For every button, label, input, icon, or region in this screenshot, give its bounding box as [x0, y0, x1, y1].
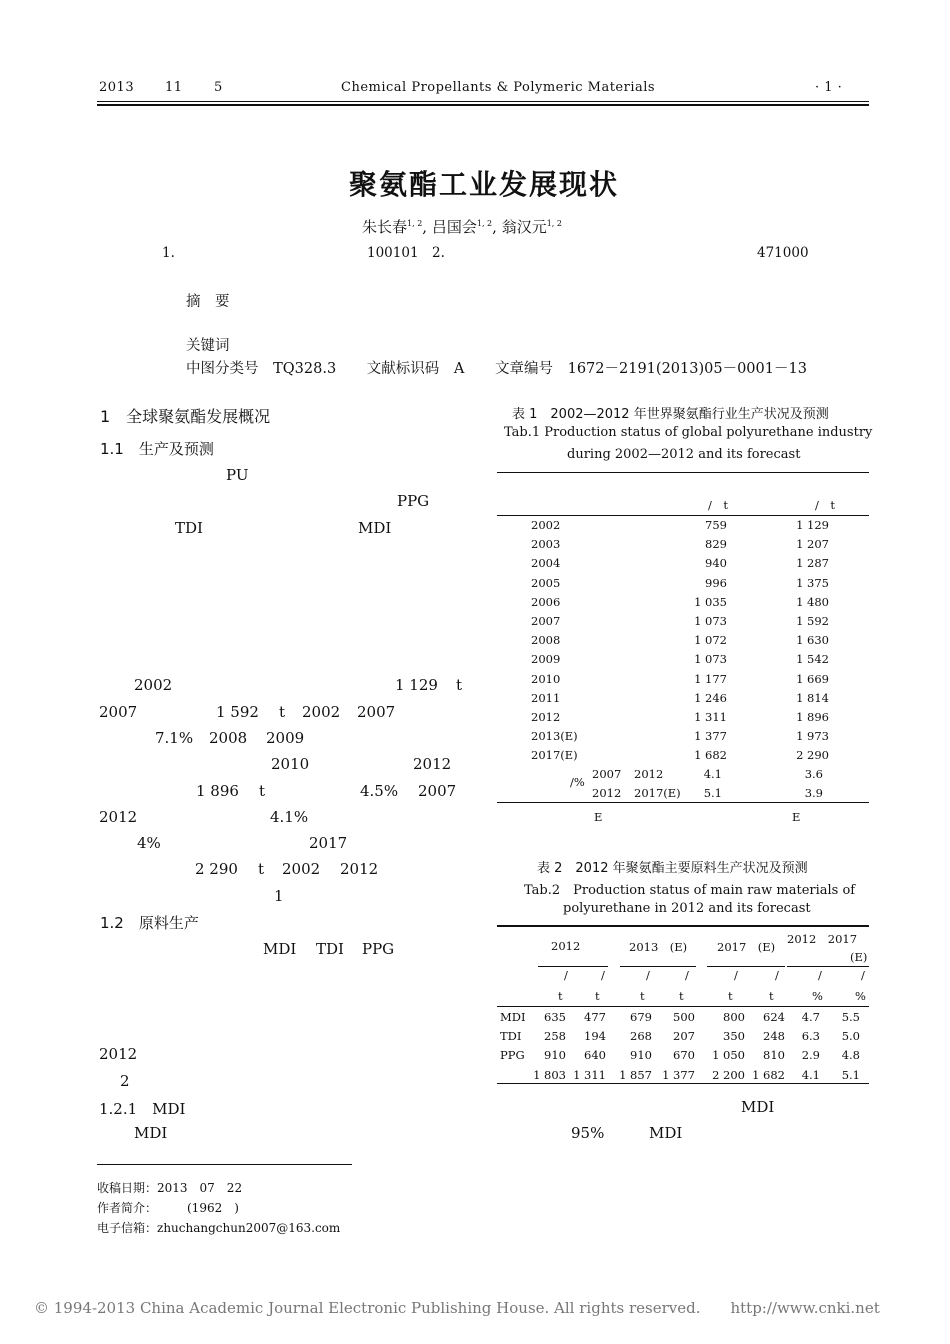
table-1-value-cell: 1 542 — [796, 652, 829, 667]
body-fragment: MDI — [134, 1124, 168, 1142]
table-2-top-rule — [497, 925, 869, 927]
table-2-value-cell: 635 — [544, 1010, 566, 1024]
body-fragment: 2010 — [271, 755, 310, 773]
footnote-author: 作者简介： (1962 ) — [97, 1201, 239, 1215]
table-2-group-2017: 2017 (E) — [717, 940, 776, 954]
table-1-unit-2: / t — [815, 498, 835, 512]
body-fragment: 1 592 — [216, 703, 259, 721]
author-affil: 1, 2 — [546, 219, 562, 228]
body-fragment: 2008 — [209, 729, 248, 747]
body-fragment: t — [259, 782, 266, 800]
body-fragment: 4% — [137, 834, 161, 852]
body-fragment: 2 290 — [195, 860, 238, 878]
table-2-slash: / — [646, 968, 650, 982]
body-fragment: 2007 — [418, 782, 457, 800]
table-2-value-cell: 1 050 — [712, 1048, 745, 1063]
table-2-value-cell: 6.3 — [801, 1029, 820, 1044]
table-1-year-cell: 2013(E) — [531, 729, 578, 744]
section-1-2-1-heading: 1.2.1 MDI — [99, 1100, 186, 1118]
table-1-growth-cell: 2012 — [634, 767, 664, 781]
table-1-value-cell: 759 — [705, 518, 727, 532]
table-2-value-cell: 268 — [630, 1029, 652, 1044]
table-2-caption-en-2: polyurethane in 2012 and its forecast — [563, 901, 811, 916]
table-1-growth-cell: 2017(E) — [634, 786, 681, 800]
article-no-label: 文章编号 — [495, 361, 553, 377]
table-1-value-cell: 1 973 — [796, 729, 829, 744]
table-1-value-cell: 996 — [705, 575, 727, 590]
body-fragment: PPG — [397, 492, 430, 510]
table-2-value-cell: 1 311 — [573, 1067, 606, 1082]
table-1-value-cell: 1 480 — [796, 594, 829, 609]
abstract-label: 摘 要 — [186, 294, 230, 310]
table-1-value-cell: 1 375 — [796, 575, 829, 590]
table-2-slash: / — [818, 968, 822, 982]
body-fragment: 2002 — [302, 703, 341, 721]
body-fragment: MDI — [649, 1124, 683, 1142]
body-fragment: 2002 — [282, 860, 321, 878]
table-1-year-cell: 2011 — [531, 690, 561, 705]
table-2-value-cell: 2 200 — [712, 1067, 745, 1082]
table-2-value-cell: 4.1 — [801, 1067, 820, 1082]
table-1-value-cell: 1 035 — [694, 594, 727, 609]
header-rule-bottom — [97, 104, 869, 106]
body-fragment: 2012 — [99, 1045, 138, 1063]
footnote-rule — [97, 1164, 352, 1165]
affiliation-2: 2. — [432, 245, 445, 261]
header-year: 2013 — [99, 80, 135, 95]
table-1-year-cell: 2006 — [531, 594, 561, 609]
table-1-year-cell: 2012 — [531, 710, 561, 724]
table-2-bottom-rule — [497, 1083, 869, 1084]
author-affil: 1, 2 — [476, 219, 493, 228]
table-1-caption-en-2: during 2002—2012 and its forecast — [567, 447, 801, 462]
body-fragment: 2012 — [340, 860, 379, 878]
body-fragment: PPG — [362, 940, 395, 958]
table-2-value-cell: 4.8 — [841, 1048, 860, 1063]
table-1-value-cell: 829 — [705, 537, 727, 552]
table-2-material-cell: MDI — [500, 1010, 526, 1024]
header-rule-top — [97, 101, 869, 102]
clc-label: 中图分类号 — [186, 361, 259, 377]
table-1-growth-cell: 3.6 — [804, 767, 823, 781]
table-2-value-cell: 194 — [584, 1029, 606, 1044]
body-fragment: MDI — [263, 940, 297, 958]
table-1-value-cell: 1 287 — [796, 556, 829, 571]
section-1-1-heading: 1.1 生产及预测 — [100, 440, 214, 458]
table-2-group-rule — [707, 966, 785, 967]
keywords-label: 关键词 — [186, 338, 230, 354]
table-2-unit: t — [640, 989, 645, 1003]
table-2-material-cell: TDI — [500, 1029, 522, 1044]
table-1-growth-cell: 2007 — [592, 767, 622, 781]
table-1-unit-1: / t — [708, 498, 728, 512]
table-1-value-cell: 1 377 — [694, 729, 727, 744]
table-2-value-cell: 207 — [673, 1029, 695, 1044]
table-2-value-cell: 679 — [630, 1010, 652, 1024]
table-2-group-growth-e: (E) — [850, 950, 868, 964]
table-1-year-cell: 2005 — [531, 575, 561, 590]
table-1-value-cell: 1 246 — [694, 690, 727, 705]
body-fragment: 1 896 — [196, 782, 239, 800]
table-1-caption-en-1: Tab.1 Production status of global polyurethane industry — [504, 425, 873, 440]
header-issue: 5 — [214, 80, 223, 95]
table-1-header-rule — [497, 515, 869, 516]
table-1-value-cell: 1 207 — [796, 537, 829, 552]
table-2-unit: t — [558, 989, 563, 1003]
table-2-value-cell: 350 — [723, 1029, 745, 1044]
section-1-2-heading: 1.2 原料生产 — [100, 914, 199, 932]
header-volume: 11 — [165, 80, 183, 95]
table-2-value-cell: 810 — [763, 1048, 785, 1063]
table-2-group-growth: 2012 2017 — [787, 932, 858, 946]
table-2-unit: % — [812, 989, 823, 1003]
table-2-material-cell: PPG — [500, 1048, 525, 1063]
table-1-value-cell: 1 669 — [796, 671, 829, 686]
body-fragment: 2007 — [99, 703, 138, 721]
table-2-group-rule — [620, 966, 696, 967]
table-2-value-cell: 624 — [763, 1010, 785, 1024]
body-fragment: 1 129 — [395, 676, 438, 694]
copyright-notice: © 1994-2013 China Academic Journal Electronic Publishing House. All rights reserved. http://www.cnki.net — [34, 1299, 880, 1317]
body-fragment: 2012 — [99, 808, 138, 826]
table-2-value-cell: 1 377 — [662, 1067, 695, 1082]
table-2-value-cell: 1 857 — [619, 1067, 652, 1082]
table-1-year-cell: 2009 — [531, 652, 561, 667]
table-1-value-cell: 1 073 — [694, 614, 727, 628]
table-2-value-cell: 800 — [723, 1010, 745, 1024]
body-fragment: t — [456, 676, 463, 694]
body-fragment: MDI — [358, 519, 392, 537]
doc-code-label: 文献标识码 — [366, 361, 440, 377]
table-1-note-2: E — [792, 810, 801, 824]
table-2-unit: t — [769, 989, 774, 1003]
body-fragment: 4.1% — [270, 808, 309, 826]
body-fragment: 2002 — [134, 676, 173, 694]
table-1-year-cell: 2010 — [531, 671, 561, 686]
clc-value: TQ328.3 — [273, 361, 337, 377]
table-2-header-rule — [497, 1006, 869, 1007]
doc-code-value: A — [453, 361, 465, 377]
table-2-slash: / — [861, 968, 865, 982]
table-2-group-rule — [538, 966, 608, 967]
table-1-value-cell: 1 073 — [694, 652, 727, 667]
author-name: 朱长春 — [362, 218, 408, 236]
table-1-note-1: E — [594, 810, 603, 824]
table-2-value-cell: 4.7 — [801, 1010, 820, 1024]
table-2-value-cell: 5.5 — [841, 1010, 860, 1024]
table-2-value-cell: 640 — [584, 1048, 606, 1063]
table-1-growth-label: /% — [570, 775, 585, 789]
table-1-year-cell: 2008 — [531, 633, 561, 648]
body-fragment: TDI — [316, 940, 344, 958]
body-fragment: 2 — [120, 1072, 130, 1090]
table-2-value-cell: 910 — [544, 1048, 566, 1063]
table-1-value-cell: 1 630 — [796, 633, 829, 648]
header-page: · 1 · — [815, 80, 843, 95]
table-1-year-cell: 2004 — [531, 556, 561, 571]
table-1-value-cell: 1 072 — [694, 633, 727, 648]
table-2-value-cell: 5.1 — [841, 1067, 860, 1082]
footnote-received: 收稿日期：2013 07 22 — [97, 1181, 243, 1195]
article-title: 聚氨酯工业发展现状 — [349, 168, 620, 201]
body-fragment: PU — [226, 466, 249, 484]
table-2-value-cell: 500 — [673, 1010, 695, 1024]
table-2-value-cell: 2.9 — [801, 1048, 820, 1063]
body-fragment: 95% — [571, 1124, 605, 1142]
table-1-value-cell: 1 592 — [796, 614, 829, 628]
article-no-value: 1672－2191(2013)05－0001－13 — [567, 361, 807, 377]
author-name: 吕国会 — [431, 218, 477, 236]
classification-line — [186, 357, 807, 378]
table-2-value-cell: 1 803 — [533, 1067, 566, 1082]
table-2-value-cell: 1 682 — [752, 1067, 785, 1082]
table-1-top-rule — [497, 472, 869, 473]
table-1-caption-zh: 表 1 2002—2012 年世界聚氨酯行业生产状况及预测 — [512, 407, 829, 422]
authors: 朱长春$^{1, 2}$, 吕国会$^{1, 2}$, 翁汉元$^{1, 2}$ — [362, 218, 562, 236]
table-1-year-cell: 2002 — [531, 518, 561, 532]
table-2-slash: / — [601, 968, 605, 982]
table-1-value-cell: 1 682 — [694, 748, 727, 763]
table-2-unit: t — [728, 989, 733, 1003]
table-2-group-2013: 2013 (E) — [629, 940, 688, 954]
table-1-bottom-rule — [497, 802, 869, 803]
table-2-group-2012: 2012 — [551, 939, 581, 953]
table-2-value-cell: 5.0 — [841, 1029, 860, 1044]
table-1-year-cell: 2017(E) — [531, 748, 578, 763]
table-1-value-cell: 1 177 — [694, 671, 727, 686]
table-1-value-cell: 940 — [705, 556, 727, 571]
body-fragment: 7.1% — [155, 729, 194, 747]
table-2-unit: t — [595, 989, 600, 1003]
affiliation-1: 1. — [162, 245, 175, 261]
table-2-value-cell: 248 — [763, 1029, 785, 1044]
body-fragment: 2012 — [413, 755, 452, 773]
section-1-heading: 1 全球聚氨酯发展概况 — [100, 407, 271, 426]
table-1-growth-cell: 3.9 — [804, 786, 823, 800]
table-1-growth-cell: 2012 — [592, 786, 622, 800]
body-fragment: MDI — [741, 1098, 775, 1116]
table-2-slash: / — [564, 968, 568, 982]
affiliation-zip-2: 471000 — [757, 245, 809, 261]
table-1-value-cell: 1 311 — [694, 710, 727, 724]
table-2-value-cell: 910 — [630, 1048, 652, 1063]
body-fragment: 2007 — [357, 703, 396, 721]
header-journal: Chemical Propellants & Polymeric Materials — [341, 80, 656, 95]
body-fragment: t — [279, 703, 286, 721]
table-1-value-cell: 1 896 — [796, 710, 829, 724]
table-1-year-cell: 2003 — [531, 537, 561, 552]
table-1-value-cell: 2 290 — [796, 748, 829, 763]
body-fragment: 1 — [274, 887, 284, 905]
table-1-growth-cell: 4.1 — [703, 767, 722, 781]
table-1-value-cell: 1 129 — [796, 518, 829, 532]
table-1-value-cell: 1 814 — [796, 690, 829, 705]
body-fragment: 4.5% — [360, 782, 399, 800]
table-2-unit: t — [679, 989, 684, 1003]
body-fragment: TDI — [175, 519, 203, 537]
table-1-growth-cell: 5.1 — [703, 786, 722, 800]
table-2-caption-zh: 表 2 2012 年聚氨酯主要原料生产状况及预测 — [537, 861, 808, 876]
table-2-value-cell: 477 — [584, 1010, 606, 1024]
table-2-slash: / — [685, 968, 689, 982]
body-fragment: t — [258, 860, 265, 878]
table-2-caption-en-1: Tab.2 Production status of main raw materials of — [524, 883, 856, 898]
table-2-value-cell: 670 — [673, 1048, 695, 1063]
table-1-year-cell: 2007 — [531, 614, 561, 628]
table-2-unit: % — [855, 989, 866, 1003]
footnote-email: 电子信箱：zhuchangchun2007@163.com — [97, 1221, 341, 1235]
table-2-slash: / — [734, 968, 738, 982]
body-fragment: 2009 — [266, 729, 305, 747]
author-affil: 1, 2 — [407, 219, 423, 228]
author-name: 翁汉元 — [501, 218, 547, 236]
table-2-slash: / — [775, 968, 779, 982]
affiliation-zip-1: 100101 — [367, 245, 419, 261]
body-fragment: 2017 — [309, 834, 348, 852]
table-2-value-cell: 258 — [544, 1029, 566, 1044]
table-2-group-rule — [787, 966, 869, 967]
